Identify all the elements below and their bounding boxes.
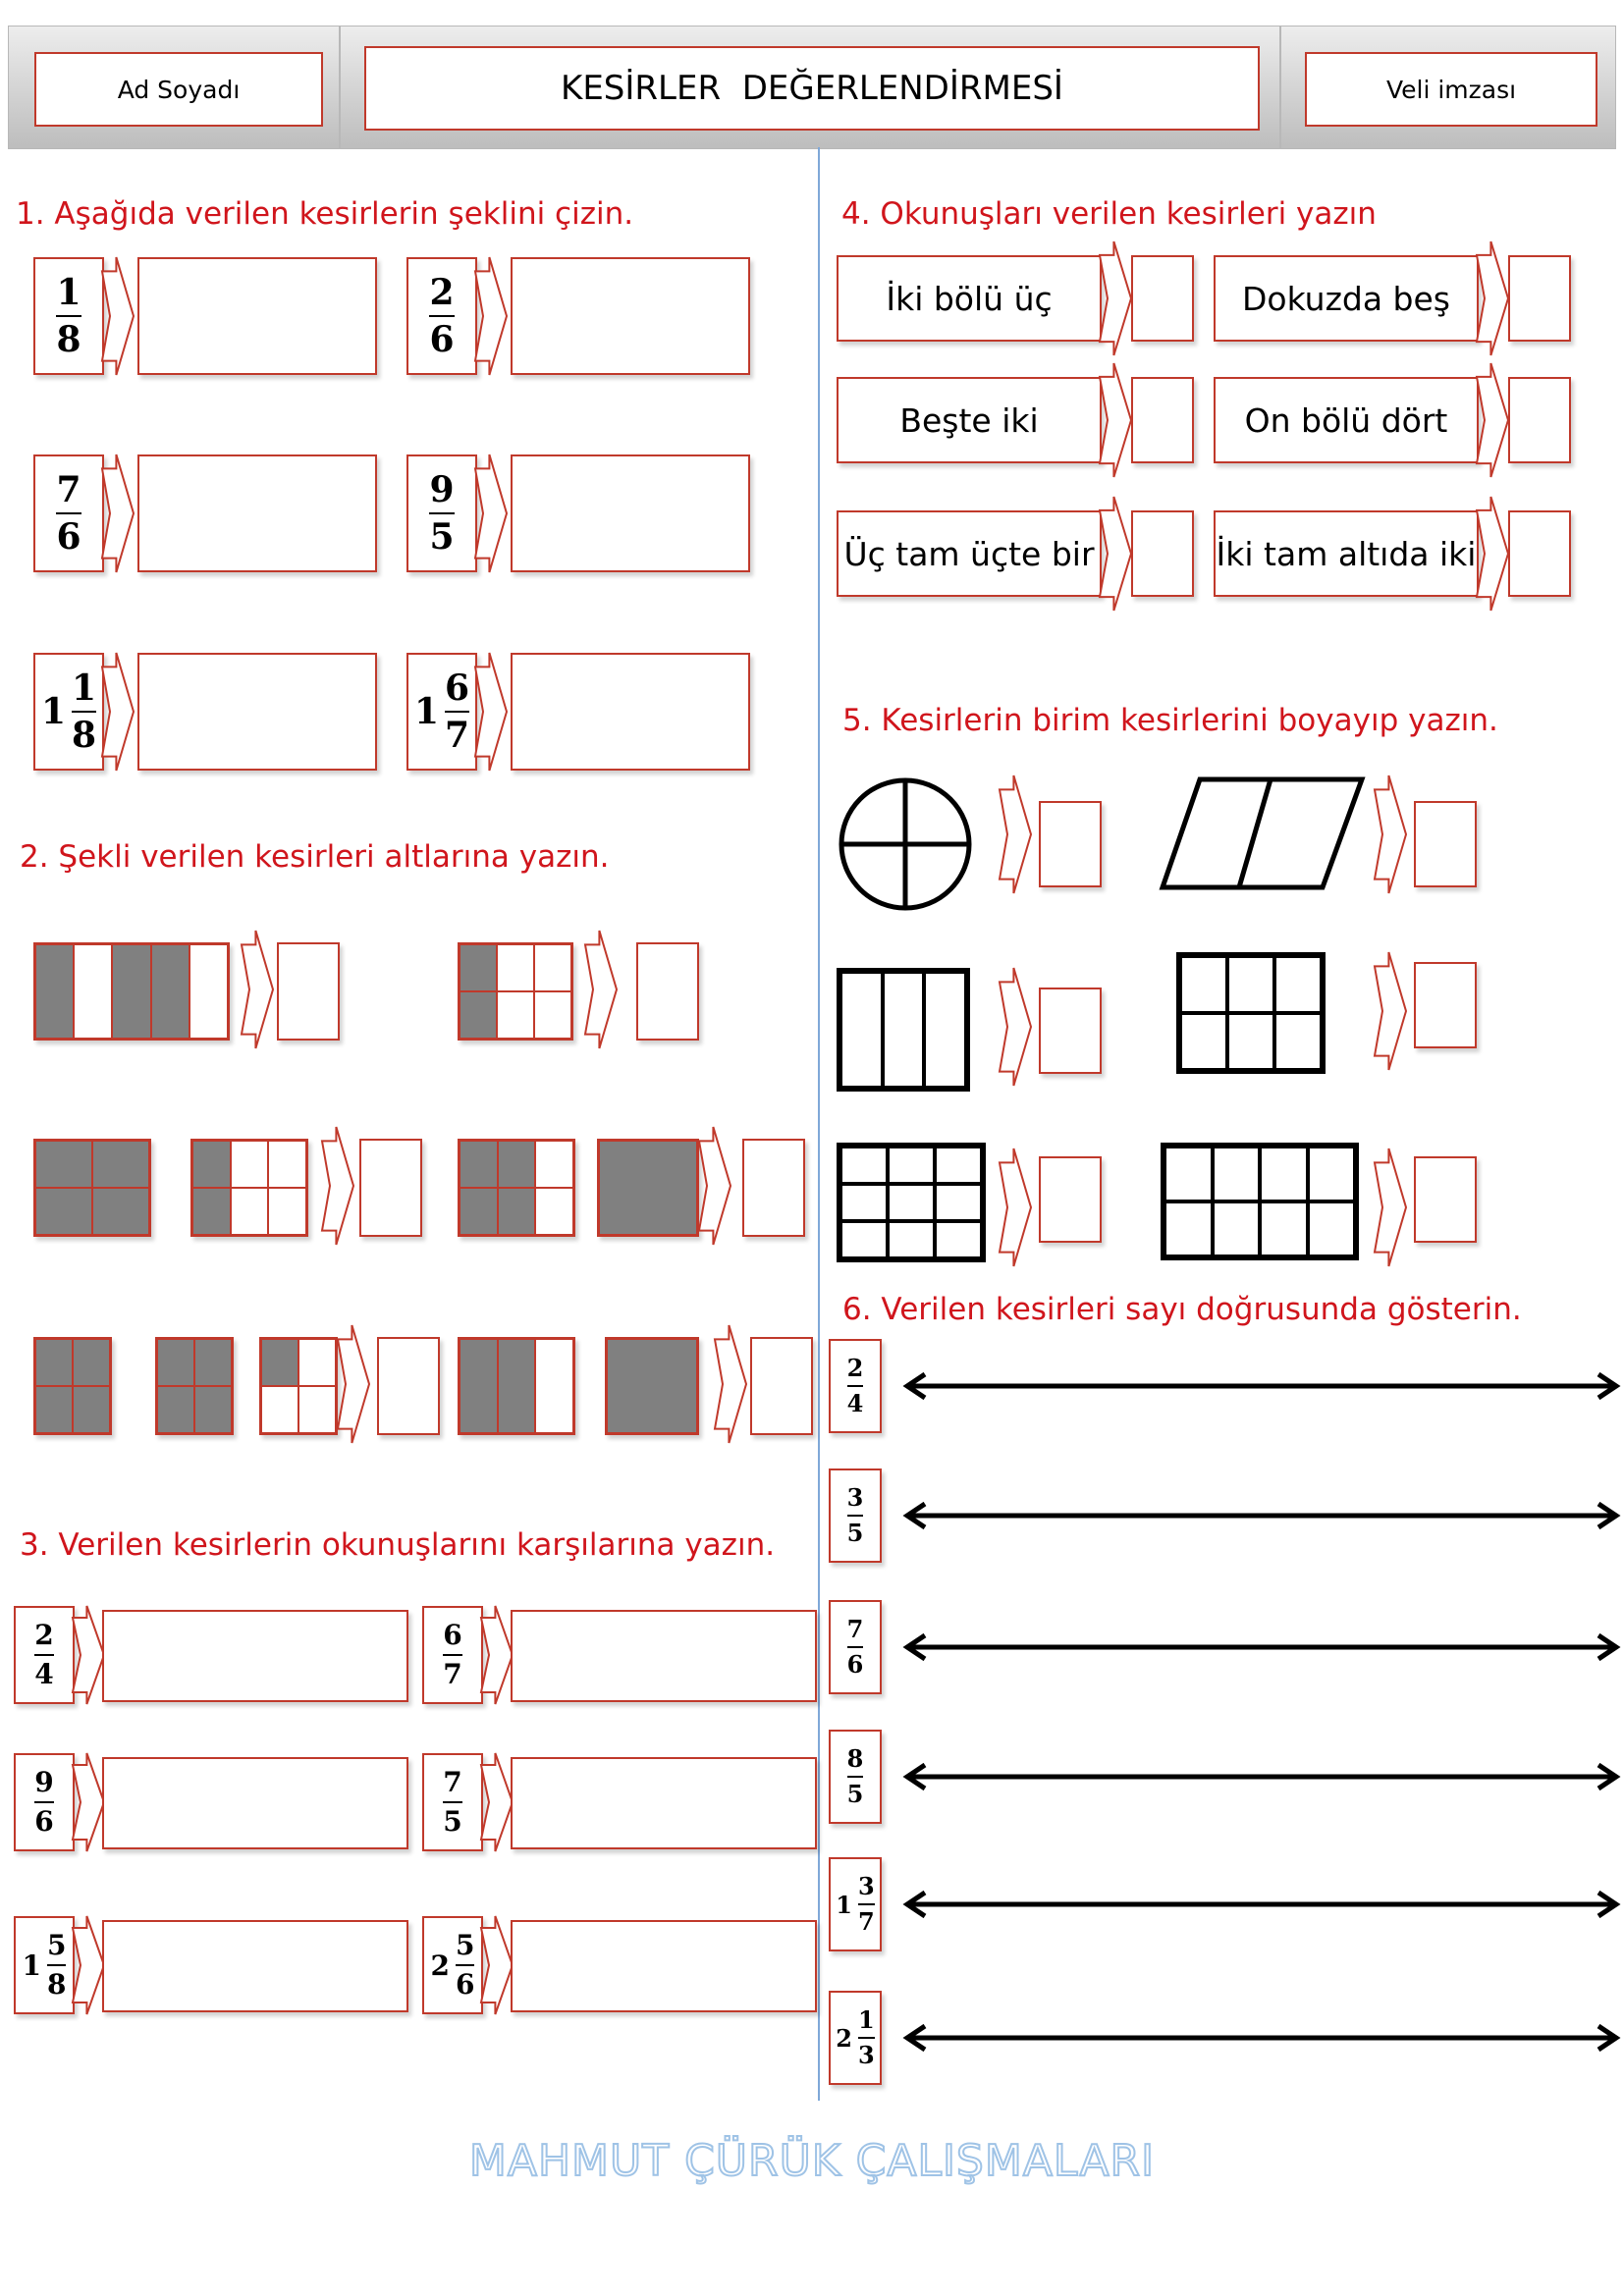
drawing-answer-box[interactable]	[511, 653, 750, 771]
fraction-whole: 1	[22, 1949, 41, 1982]
full-grid-2x2-b	[33, 1337, 112, 1435]
drawing-answer-box[interactable]	[511, 454, 750, 572]
grid-cell	[599, 1141, 697, 1235]
fraction-numerator: 8	[846, 1744, 864, 1773]
grid-cell	[534, 944, 571, 991]
fraction-numerator: 6	[445, 667, 470, 709]
grid-cell	[460, 1339, 498, 1433]
shape-cell[interactable]	[935, 1221, 982, 1258]
arrow-chevron-icon	[715, 1325, 746, 1443]
shape-cell[interactable]	[1274, 1013, 1322, 1070]
arrow-chevron-icon	[102, 257, 134, 375]
reading-answer-box[interactable]	[511, 1757, 817, 1849]
shape-cell[interactable]	[840, 1221, 888, 1258]
name-label: Ad Soyadı	[117, 75, 241, 104]
fraction-bar	[858, 2037, 875, 2039]
answer-box[interactable]	[359, 1139, 422, 1237]
fraction-denominator: 6	[456, 1968, 475, 2001]
grid-cell	[497, 991, 534, 1039]
shaded-grid-2x2	[259, 1337, 338, 1435]
grid-cell	[268, 1141, 306, 1188]
fraction-stack	[443, 1766, 462, 1838]
fraction-bar	[847, 1646, 864, 1648]
reading-card	[837, 255, 1102, 342]
fraction-bar	[858, 1903, 875, 1905]
shape-cell[interactable]	[1260, 1147, 1308, 1201]
grid-cell	[157, 1339, 194, 1386]
arrow-chevron-icon	[73, 1606, 104, 1704]
fraction	[424, 1918, 481, 2012]
shaded-bars-3	[458, 1337, 575, 1435]
arrow-chevron-icon	[242, 931, 273, 1048]
drawing-answer-box[interactable]	[137, 454, 377, 572]
arrow-chevron-icon	[585, 931, 617, 1048]
answer-box[interactable]	[1039, 988, 1102, 1074]
answer-box[interactable]	[1039, 801, 1102, 887]
arrow-chevron-icon	[1375, 1148, 1406, 1266]
fraction-bar	[847, 1776, 864, 1778]
fraction-denominator: 6	[34, 1805, 54, 1838]
arrow-chevron-icon	[322, 1127, 353, 1245]
reading-text: Üç tam üçte bir	[843, 534, 1095, 573]
fraction-numerator: 6	[443, 1619, 462, 1651]
fraction-numerator: 1	[56, 272, 81, 313]
fraction-bar	[34, 1654, 53, 1656]
header-title-frame	[340, 26, 1280, 149]
fraction	[16, 1755, 73, 1849]
grid-cell	[35, 1339, 73, 1386]
fraction-denominator: 5	[429, 516, 455, 558]
fraction-denominator: 8	[72, 715, 97, 756]
grid-cell	[35, 1188, 92, 1235]
number-line[interactable]	[903, 1762, 1620, 1791]
grid-cell	[460, 991, 497, 1039]
fraction	[35, 655, 102, 769]
reading-text: Beşte iki	[899, 400, 1039, 440]
shape-cell[interactable]	[1164, 1201, 1213, 1256]
header-name-frame	[8, 26, 340, 149]
fraction-card	[829, 1339, 882, 1433]
shape-cell[interactable]	[888, 1184, 935, 1221]
arrow-chevron-icon	[1100, 497, 1131, 611]
grid-cell	[73, 1386, 110, 1433]
fraction-whole: 1	[413, 691, 439, 732]
fraction	[35, 456, 102, 570]
fraction	[408, 259, 475, 373]
reading-card	[1214, 377, 1479, 463]
fraction-stack	[846, 1354, 864, 1417]
reading-text: İki tam altıda iki	[1216, 534, 1477, 573]
reading-card	[837, 377, 1102, 463]
fraction-denominator: 8	[56, 319, 81, 360]
section2-heading: 2. Şekli verilen kesirleri altlarına yazın.	[20, 839, 610, 875]
fraction-numerator: 3	[858, 1872, 875, 1900]
fraction-card	[406, 653, 477, 771]
fraction-bar	[456, 1964, 474, 1966]
fraction-stack	[34, 1619, 54, 1690]
signature-field[interactable]	[1305, 52, 1597, 127]
fraction-card	[829, 1857, 882, 1951]
fraction-bar	[56, 512, 81, 514]
reading-answer-box[interactable]	[511, 1610, 817, 1702]
fraction-denominator: 7	[858, 1907, 875, 1936]
fraction-whole: 1	[836, 1890, 852, 1919]
fraction-card	[829, 1991, 882, 2085]
footer-credit: MAHMUT ÇÜRÜK ÇALIŞMALARI	[468, 2136, 1156, 2186]
fraction-denominator: 6	[846, 1650, 864, 1679]
fraction-numerator: 9	[429, 469, 455, 510]
fraction-bar	[34, 1801, 53, 1803]
fraction-stack	[34, 1766, 54, 1838]
shaded-grid-3x2-b	[190, 1139, 308, 1237]
shape-cell[interactable]	[1308, 1147, 1356, 1201]
arrow-chevron-icon	[1000, 775, 1031, 893]
grid-cell	[231, 1141, 269, 1188]
signature-label: Veli imzası	[1385, 75, 1517, 104]
arrow-chevron-icon	[699, 1127, 731, 1245]
fraction-stack	[846, 1483, 864, 1547]
fraction-denominator: 3	[858, 2041, 875, 2069]
fraction-denominator: 7	[445, 715, 470, 756]
arrow-chevron-icon	[73, 1753, 104, 1851]
arrow-chevron-icon	[1477, 241, 1508, 355]
drawing-answer-box[interactable]	[137, 257, 377, 375]
fraction-numerator: 3	[846, 1483, 864, 1512]
grid-cell	[298, 1386, 336, 1433]
arrow-chevron-icon	[1000, 1148, 1031, 1266]
fraction	[831, 1732, 880, 1822]
reading-text: Dokuzda beş	[1241, 279, 1451, 318]
fraction-stack	[858, 2005, 875, 2069]
grid-cell	[498, 1188, 536, 1235]
fraction-stack	[443, 1619, 462, 1690]
fraction	[831, 1341, 880, 1431]
grid-cell	[92, 1188, 149, 1235]
arrow-chevron-icon	[475, 653, 507, 771]
shaded-bars-5	[33, 942, 230, 1041]
fraction-answer-box[interactable]	[1131, 377, 1194, 463]
arrow-chevron-icon	[1375, 952, 1406, 1070]
fraction-whole: 1	[40, 691, 66, 732]
fraction-answer-box[interactable]	[1508, 255, 1571, 342]
answer-box[interactable]	[742, 1139, 805, 1237]
fraction-bar	[847, 1515, 864, 1517]
reading-answer-box[interactable]	[102, 1757, 408, 1849]
arrow-chevron-icon	[481, 1606, 513, 1704]
shape-cell[interactable]	[840, 1184, 888, 1221]
fraction	[16, 1918, 73, 2012]
grid-cell	[460, 1188, 498, 1235]
grid-cell	[535, 1339, 573, 1433]
shape-cell[interactable]	[1213, 1147, 1261, 1201]
grid-cell	[231, 1188, 269, 1235]
grid-cell	[498, 1141, 536, 1188]
shape-cell[interactable]	[1164, 1147, 1213, 1201]
answer-box[interactable]	[1414, 962, 1477, 1048]
shape-cell[interactable]	[1180, 1013, 1227, 1070]
fraction-stack	[846, 1744, 864, 1808]
fraction-numerator: 1	[72, 667, 97, 709]
fraction-card	[14, 1916, 75, 2014]
shape-cell[interactable]	[888, 1147, 935, 1184]
grid-cell	[35, 1386, 73, 1433]
full-grid-2x2-c	[155, 1337, 234, 1435]
arrow-chevron-icon	[102, 454, 134, 572]
grid-cell	[498, 1339, 536, 1433]
arrow-chevron-icon	[102, 653, 134, 771]
grid-cell	[268, 1188, 306, 1235]
reading-text: İki bölü üç	[886, 279, 1053, 318]
fraction-stack	[72, 667, 97, 756]
shape-cell[interactable]	[935, 1147, 982, 1184]
fraction-stack	[56, 272, 81, 360]
fraction-numerator: 2	[429, 272, 455, 313]
number-line[interactable]	[903, 1890, 1620, 1919]
fraction-answer-box[interactable]	[1131, 255, 1194, 342]
grid-cell	[607, 1339, 697, 1433]
arrow-chevron-icon	[1477, 363, 1508, 477]
answer-box[interactable]	[750, 1337, 813, 1435]
fraction	[424, 1608, 481, 1702]
reading-answer-box[interactable]	[102, 1610, 408, 1702]
full-square	[597, 1139, 699, 1237]
shaded-grid-3x2-c	[458, 1139, 575, 1237]
reading-card	[1214, 510, 1479, 597]
section5-heading: 5. Kesirlerin birim kesirlerini boyayıp yazın.	[842, 703, 1498, 738]
arrow-chevron-icon	[1100, 241, 1131, 355]
grid-cell	[189, 944, 228, 1039]
fraction-numerator: 5	[456, 1929, 475, 1961]
grid-cell	[35, 1141, 92, 1188]
fraction-numerator: 1	[858, 2005, 875, 2034]
fraction-stack	[56, 469, 81, 558]
shape-cell[interactable]	[1227, 956, 1274, 1013]
full-square-b	[605, 1337, 699, 1435]
fraction-denominator: 5	[846, 1780, 864, 1808]
rectangle-thirds-shape	[837, 968, 970, 1092]
reading-card	[837, 510, 1102, 597]
answer-box[interactable]	[1414, 801, 1477, 887]
page-title: KESİRLER DEĞERLENDİRMESİ	[561, 69, 1063, 108]
shape-cell[interactable]	[1308, 1201, 1356, 1256]
grid-cell	[261, 1339, 298, 1386]
drawing-answer-box[interactable]	[137, 653, 377, 771]
shape-cell[interactable]	[840, 972, 883, 1088]
fraction	[424, 1755, 481, 1849]
fraction-stack	[858, 1872, 875, 1936]
fraction-card	[829, 1730, 882, 1824]
grid-cell	[112, 944, 150, 1039]
grid-cell	[192, 1188, 231, 1235]
fraction-stack	[47, 1929, 67, 2001]
reading-answer-box[interactable]	[511, 1920, 817, 2012]
grid-cell	[157, 1386, 194, 1433]
fraction	[831, 1602, 880, 1692]
grid-cell	[92, 1141, 149, 1188]
fraction	[408, 456, 475, 570]
arrow-chevron-icon	[1100, 363, 1131, 477]
column-divider	[818, 147, 820, 2101]
shape-cell[interactable]	[1213, 1201, 1261, 1256]
fraction-numerator: 7	[443, 1766, 462, 1798]
shape-cell[interactable]	[935, 1184, 982, 1221]
fraction-card	[422, 1916, 483, 2014]
fraction	[831, 1470, 880, 1561]
fraction-denominator: 6	[56, 516, 81, 558]
fraction-card	[406, 454, 477, 572]
drawing-answer-box[interactable]	[511, 257, 750, 375]
shape-cell[interactable]	[1227, 1013, 1274, 1070]
grid-cell	[535, 1141, 573, 1188]
grid-cell	[497, 944, 534, 991]
fraction-denominator: 8	[47, 1968, 67, 2001]
grid-4x2-shape	[1161, 1143, 1359, 1260]
fraction-denominator: 5	[846, 1519, 864, 1547]
answer-box[interactable]	[636, 942, 699, 1041]
section3-heading: 3. Verilen kesirlerin okunuşlarını karşılarına yazın.	[20, 1527, 776, 1563]
fraction-stack	[445, 667, 470, 756]
fraction-numerator: 7	[56, 469, 81, 510]
title-box	[364, 46, 1260, 131]
fraction	[831, 1993, 880, 2083]
number-line[interactable]	[903, 1501, 1620, 1530]
arrow-chevron-icon	[1375, 775, 1406, 893]
fraction-bar	[443, 1654, 461, 1656]
grid-3x2-shape	[1176, 952, 1326, 1074]
arrow-chevron-icon	[475, 454, 507, 572]
fraction-stack	[456, 1929, 475, 2001]
arrow-chevron-icon	[481, 1916, 513, 2014]
number-line[interactable]	[903, 1371, 1620, 1401]
reading-answer-box[interactable]	[102, 1920, 408, 2012]
fraction-card	[829, 1468, 882, 1563]
fraction-card	[14, 1606, 75, 1704]
fraction-bar	[56, 315, 81, 317]
number-line[interactable]	[903, 1632, 1620, 1662]
fraction-card	[406, 257, 477, 375]
fraction-card	[422, 1753, 483, 1851]
grid-cell	[73, 1339, 110, 1386]
grid-cell	[35, 944, 74, 1039]
grid-cell	[534, 991, 571, 1039]
answer-box[interactable]	[277, 942, 340, 1041]
grid-cell	[151, 944, 189, 1039]
fraction-numerator: 2	[34, 1619, 54, 1651]
shape-cell[interactable]	[888, 1221, 935, 1258]
full-grid-2x2	[33, 1139, 151, 1237]
fraction-card	[14, 1753, 75, 1851]
fraction-bar	[443, 1801, 461, 1803]
grid-cell	[192, 1141, 231, 1188]
fraction-stack	[846, 1615, 864, 1679]
number-line[interactable]	[903, 2023, 1620, 2053]
grid-cell	[535, 1188, 573, 1235]
header-signature-frame	[1280, 26, 1616, 149]
section6-heading: 6. Verilen kesirleri sayı doğrusunda gösterin.	[842, 1292, 1522, 1327]
fraction-denominator: 4	[846, 1389, 864, 1417]
shape-cell[interactable]	[1260, 1201, 1308, 1256]
grid-cell	[194, 1339, 232, 1386]
fraction	[831, 1859, 880, 1949]
shape-cell[interactable]	[924, 972, 966, 1088]
fraction-card	[33, 454, 104, 572]
fraction-card	[422, 1606, 483, 1704]
section1-heading: 1. Aşağıda verilen kesirlerin şeklini çizin.	[16, 196, 634, 232]
shaded-grid-3x2	[458, 942, 573, 1041]
fraction-card	[33, 653, 104, 771]
fraction-denominator: 6	[429, 319, 455, 360]
parallelogram-shape[interactable]	[1161, 777, 1367, 895]
shape-cell[interactable]	[1274, 956, 1322, 1013]
fraction-numerator: 7	[846, 1615, 864, 1643]
fraction-whole: 2	[836, 2023, 852, 2053]
circle-quarters-shape[interactable]	[837, 775, 974, 913]
fraction-whole: 2	[430, 1949, 450, 1982]
fraction-numerator: 9	[34, 1766, 54, 1798]
fraction-card	[33, 257, 104, 375]
reading-card	[1214, 255, 1479, 342]
fraction-bar	[847, 1385, 864, 1387]
answer-box[interactable]	[377, 1337, 440, 1435]
fraction-bar	[429, 512, 454, 514]
fraction-denominator: 5	[443, 1805, 462, 1838]
fraction-answer-box[interactable]	[1508, 377, 1571, 463]
fraction-bar	[72, 711, 96, 713]
fraction-stack	[429, 469, 455, 558]
fraction-bar	[445, 711, 469, 713]
reading-text: On bölü dört	[1244, 400, 1448, 440]
fraction	[16, 1608, 73, 1702]
fraction-numerator: 5	[47, 1929, 67, 1961]
name-field[interactable]	[34, 52, 323, 127]
arrow-chevron-icon	[481, 1753, 513, 1851]
fraction-stack	[429, 272, 455, 360]
shape-cell[interactable]	[883, 972, 925, 1088]
grid-cell	[194, 1386, 232, 1433]
grid-cell	[261, 1386, 298, 1433]
grid-cell	[74, 944, 112, 1039]
fraction-denominator: 4	[34, 1658, 54, 1690]
arrow-chevron-icon	[338, 1325, 369, 1443]
grid-cell	[298, 1339, 336, 1386]
fraction-numerator: 2	[846, 1354, 864, 1382]
grid-cell	[460, 944, 497, 991]
shape-cell[interactable]	[840, 1147, 888, 1184]
fraction-answer-box[interactable]	[1131, 510, 1194, 597]
arrow-chevron-icon	[1477, 497, 1508, 611]
arrow-chevron-icon	[73, 1916, 104, 2014]
fraction-denominator: 7	[443, 1658, 462, 1690]
fraction	[408, 655, 475, 769]
grid-cell	[460, 1141, 498, 1188]
fraction-bar	[47, 1964, 66, 1966]
fraction	[35, 259, 102, 373]
grid-3x3-shape	[837, 1143, 986, 1262]
fraction-bar	[429, 315, 454, 317]
answer-box[interactable]	[1039, 1156, 1102, 1243]
arrow-chevron-icon	[475, 257, 507, 375]
shape-cell[interactable]	[1180, 956, 1227, 1013]
fraction-card	[829, 1600, 882, 1694]
answer-box[interactable]	[1414, 1156, 1477, 1243]
fraction-answer-box[interactable]	[1508, 510, 1571, 597]
section4-heading: 4. Okunuşları verilen kesirleri yazın	[841, 196, 1377, 232]
arrow-chevron-icon	[1000, 968, 1031, 1086]
